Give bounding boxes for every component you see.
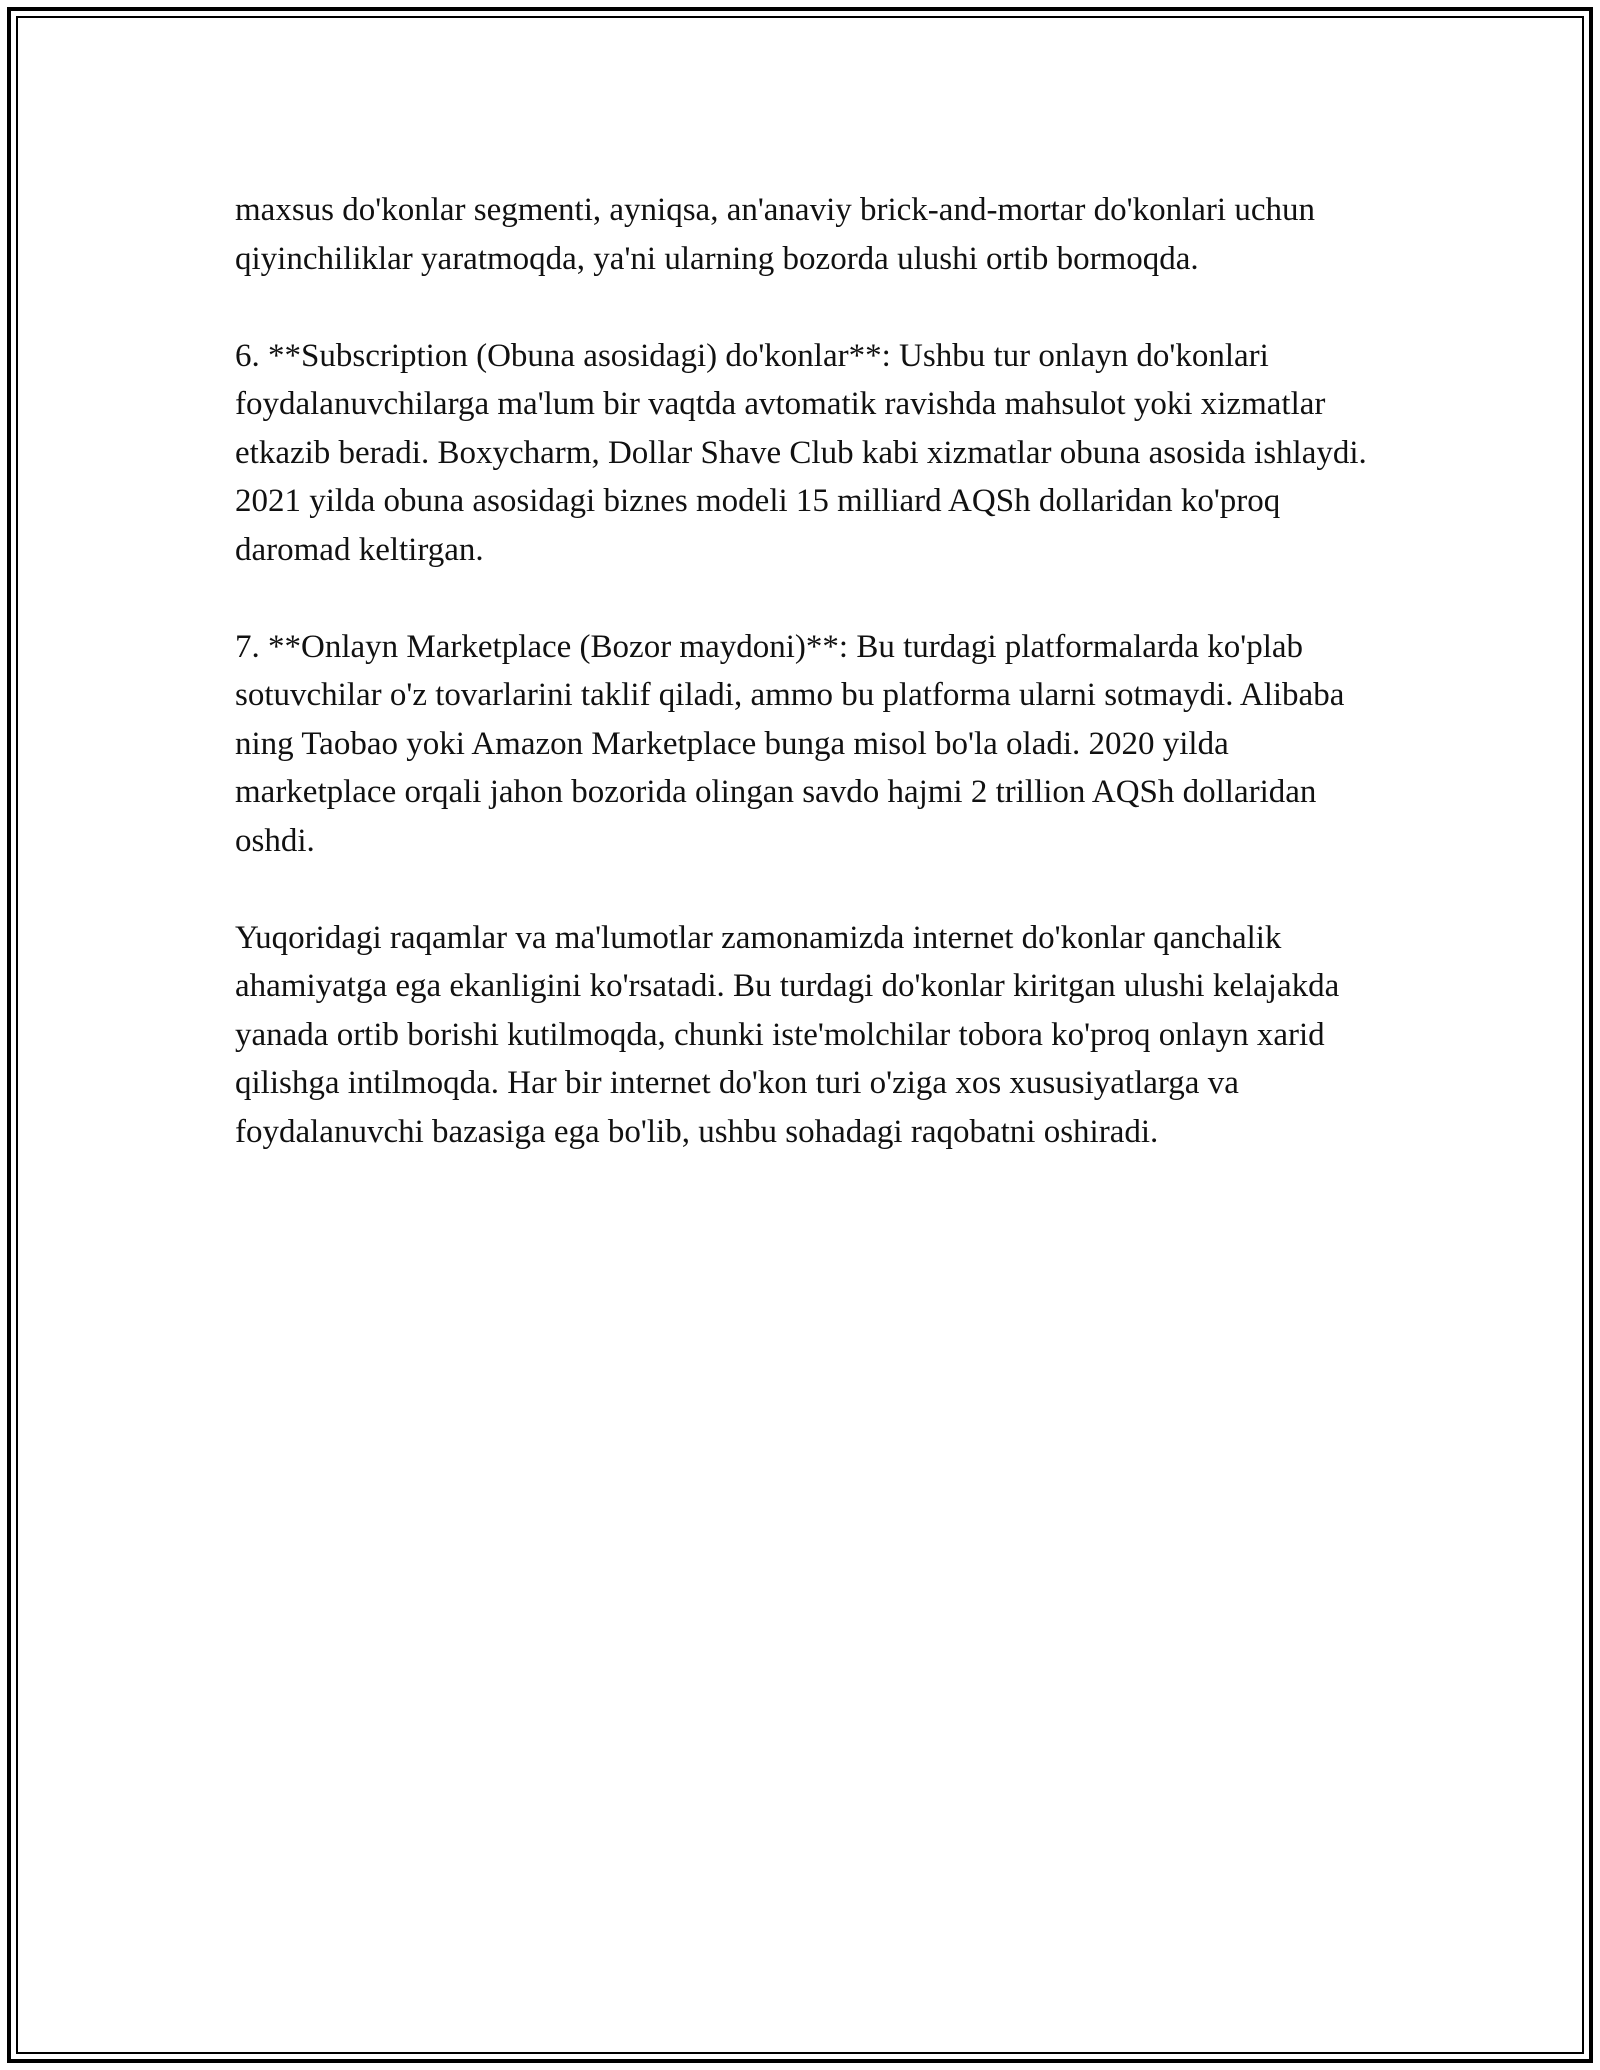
paragraph-subscription-stores: 6. **Subscription (Obuna asosidagi) do'konlar**: Ushbu tur onlayn do'konlari foydalanuvchilarga ma'lum bir vaqtda avtomatik ravishda mahsulot yoki xizmatlar etkazib beradi. Boxycharm, Dollar Shave Club kabi xizmatlar obuna asosida ishlaydi. 2021 yilda obuna asosidagi biznes modeli 15 milliard AQSh dollaridan ko'proq daromad keltirgan. <box>235 337 1367 568</box>
paragraph-online-marketplace: 7. **Onlayn Marketplace (Bozor maydoni)**: Bu turdagi platformalarda ko'plab sotuvchilar o'z tovarlarini taklif qiladi, ammo bu platforma ularni sotmaydi. Alibaba ning Taobao yoki Amazon Marketplace bunga misol bo'la oladi. 2020 yilda marketplace orqali jahon bozorida olingan savdo hajmi 2 trillion AQSh dollaridan oshdi. <box>235 628 1345 859</box>
paragraph-intro-continuation: maxsus do'konlar segmenti, ayniqsa, an'anaviy brick-and-mortar do'konlari uchun qiyinchiliklar yaratmoqda, ya'ni ularning bozorda ulushi ortib bormoqda. <box>235 192 1315 277</box>
paragraph-conclusion: Yuqoridagi raqamlar va ma'lumotlar zamonamizda internet do'konlar qanchalik ahamiyatga ega ekanligini ko'rsatadi. Bu turdagi do'konlar kiritgan ulushi kelajakda yanada ortib borishi kutilmoqda, chunki iste'molchilar tobora ko'proq onlayn xarid qilishga intilmoqda. Har bir internet do'kon turi o'ziga xos xususiyatlarga va foydalanuvchi bazasiga ega bo'lib, ushbu sohadagi raqobatni oshiradi. <box>235 919 1340 1150</box>
document-body <box>235 186 1370 1205</box>
